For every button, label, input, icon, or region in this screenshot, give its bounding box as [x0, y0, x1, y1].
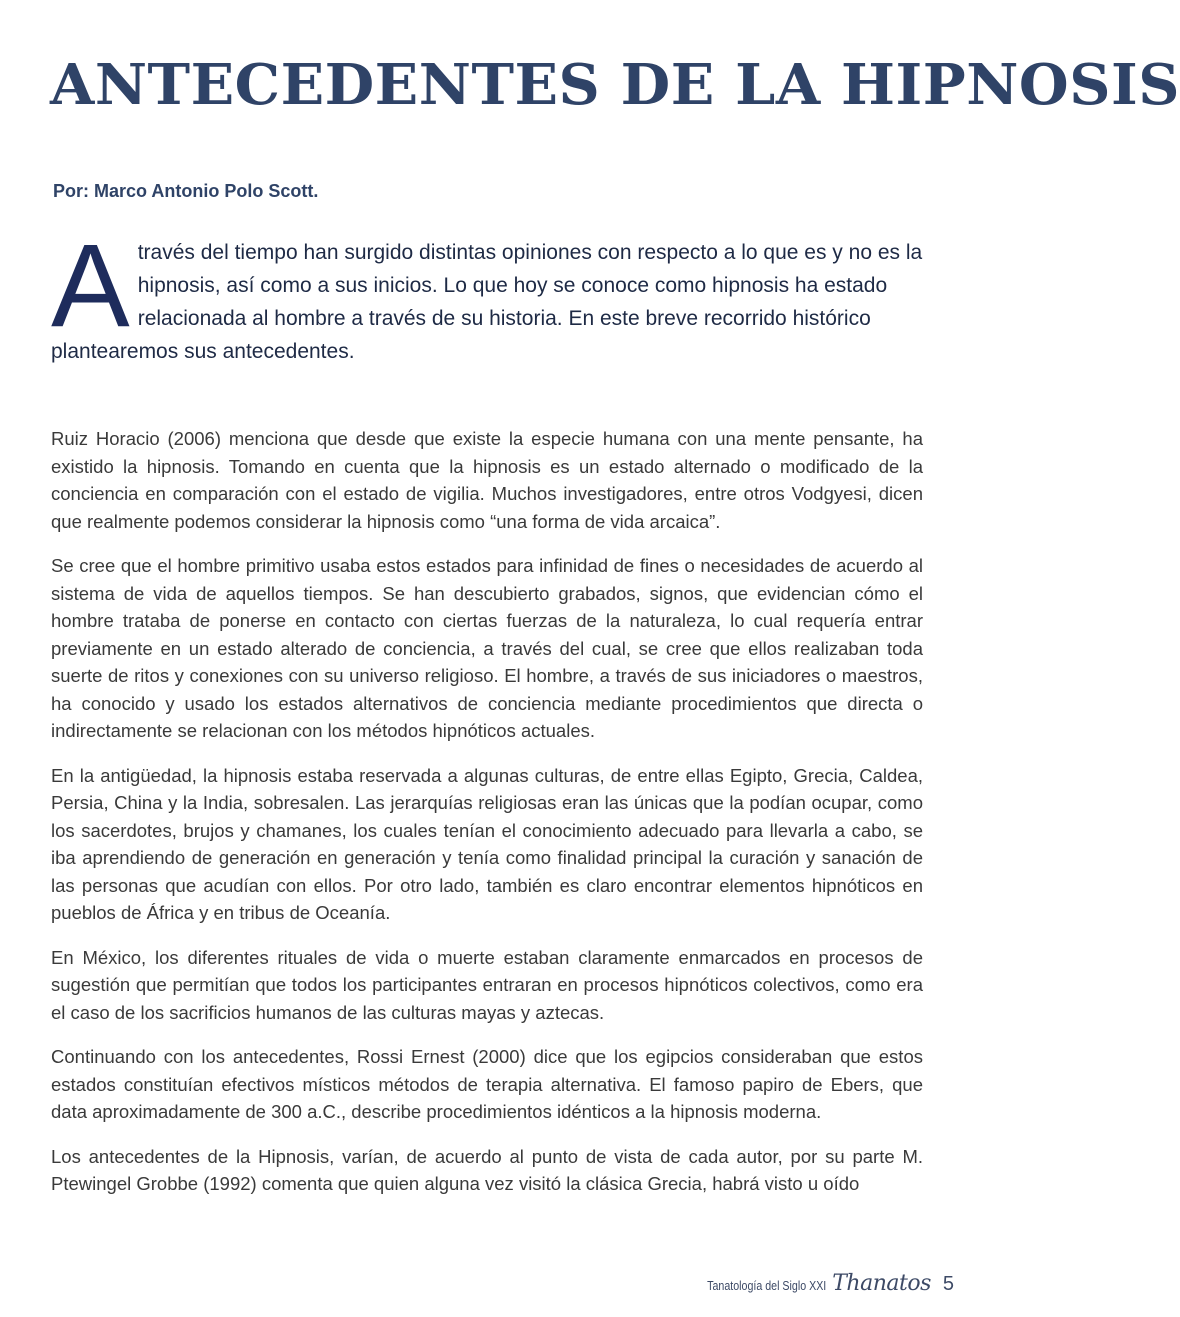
body-paragraph: Continuando con los antecedentes, Rossi Ernest (2000) dice que los egipcios consideraban que estos estados constituían efectivos místicos métodos de terapia alternativa. El famoso papiro de Ebers, que data aproximadamente de 300 a.C., describe procedimientos idénticos a la hipnosis moderna. [51, 1046, 923, 1122]
body-paragraph: Los antecedentes de la Hipnosis, varían, de acuerdo al punto de vista de cada autor, por su parte M. Ptewingel Grobbe (1992) comenta que quien alguna vez visitó la clásica Grecia, habrá visto u oído [51, 1145, 923, 1194]
magazine-name: Tanatología del Siglo XXI [707, 1278, 827, 1293]
intro-paragraph [51, 220, 933, 368]
page-title: ANTECEDENTES DE LA HIPNOSIS [50, 52, 1180, 118]
byline: Por: Marco Antonio Polo Scott. [53, 181, 319, 201]
magazine-brand-logo: Thanatos [832, 1271, 931, 1296]
body-paragraph: Se cree que el hombre primitivo usaba estos estados para infinidad de fines o necesidades de acuerdo al sistema de vida de aquellos tiempos. Se han descubierto grabados, signos, que evidencian cómo el hombre trataba de ponerse en contacto con ciertas fuerzas de la naturaleza, lo cual requería entrar previamente en un estado alterado de conciencia, a través del cual, se cree que ellos realizaban toda suerte de ritos y conexiones con su universo religioso. El hombre, a través de sus iniciadores o maestros, ha conocido y usado los estados alternativos de conciencia mediante procedimientos que directa o indirectamente se relacionan con los métodos hipnóticos actuales. [51, 555, 923, 741]
drop-cap: A [51, 220, 130, 352]
body-paragraph: Ruiz Horacio (2006) menciona que desde que existe la especie humana con una mente pensante, ha existido la hipnosis. Tomando en cuenta que la hipnosis es un estado alternado o modificado de la conciencia en comparación con el estado de vigilia. Muchos investigadores, entre otros Vodgyesi, dicen que realmente podemos considerar la hipnosis como “una forma de vida arcaica”. [51, 428, 923, 532]
intro-text: través del tiempo han surgido distintas opiniones con respecto a lo que es y no es la hipnosis, así como a sus inicios. Lo que hoy se conoce como hipnosis ha estado relacionada al hombre a través de su historia. En este breve recorrido histórico plantearemos sus antecedentes. [51, 241, 923, 363]
page-footer [681, 1271, 954, 1296]
body-paragraph: En México, los diferentes rituales de vida o muerte estaban claramente enmarcados en procesos de sugestión que permitían que todos los participantes entraran en procesos hipnóticos colectivos, como era el caso de los sacrificios humanos de las culturas mayas y aztecas. [51, 946, 923, 1023]
page-number: 5 [942, 1273, 954, 1295]
body-paragraph: En la antigüedad, la hipnosis estaba reservada a algunas culturas, de entre ellas Egipto, Grecia, Caldea, Persia, China y la India, sobresalen. Las jerarquías religiosas eran las únicas que la podían ocupar, como los sacerdotes, brujos y chamanes, los cuales tenían el conocimiento adecuado para llevarla a cabo, se iba aprendiendo de generación en generación y tenía como finalidad principal la curación y sanación de las personas que acudían con ellos. Por otro lado, también es claro encontrar elementos hipnóticos en pueblos de África y en tribus de Oceanía. [51, 764, 923, 923]
article-body [51, 425, 923, 1215]
